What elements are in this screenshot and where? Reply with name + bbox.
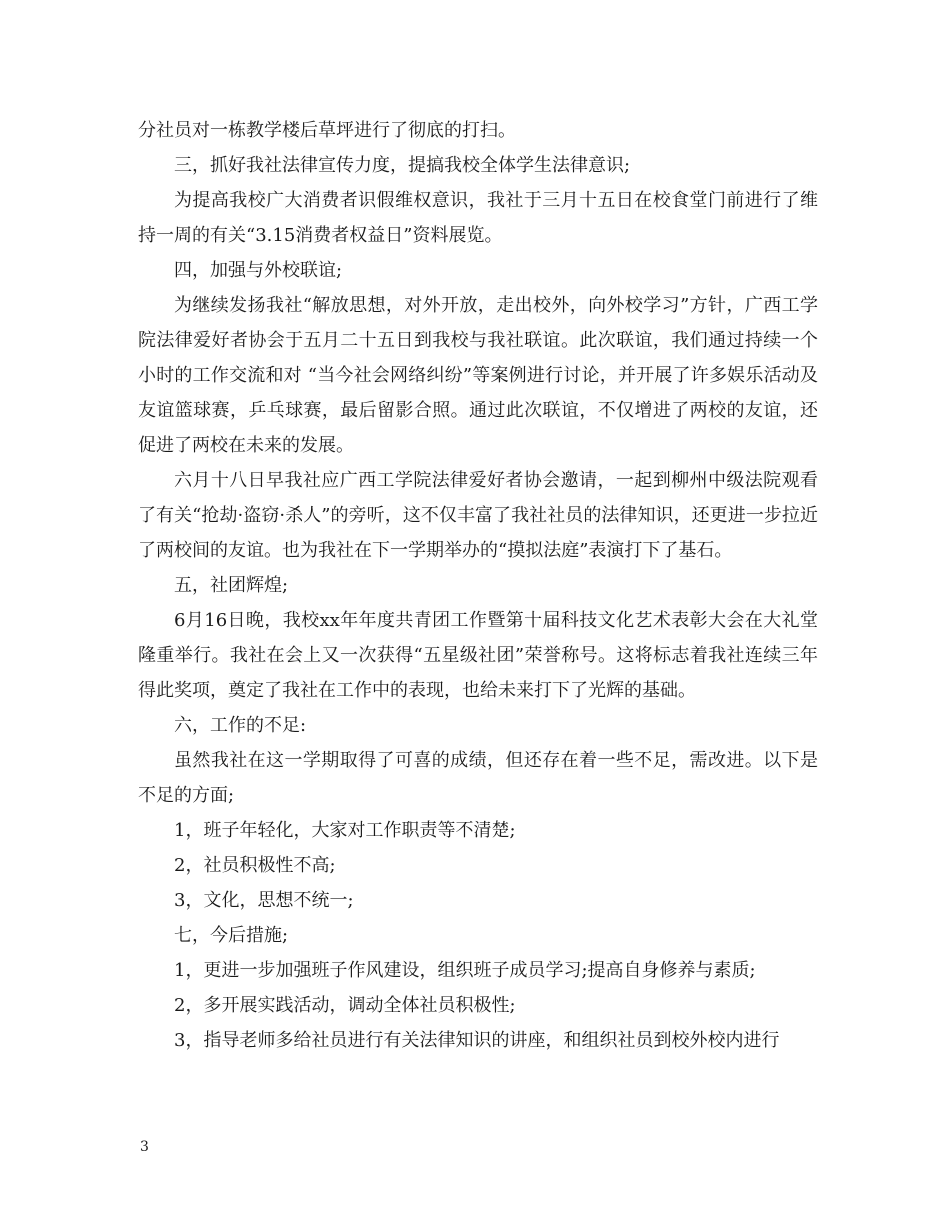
paragraph-2: 三，抓好我社法律宣传力度，提搞我校全体学生法律意识; <box>174 155 631 176</box>
paragraph-12: 2，社员积极性不高; <box>174 855 336 876</box>
paragraph-17: 3，指导老师多给社员进行有关法律知识的讲座，和组织社员到校外校内进行 <box>174 1030 780 1051</box>
paragraph-13: 3，文化，思想不统一; <box>174 890 354 911</box>
paragraph-1: 分社员对一栋教学楼后草坪进行了彻底的打扫。 <box>138 120 516 141</box>
paragraph-15: 1，更进一步加强班子作风建设，组织班子成员学习;提高自身修养与素质; <box>174 960 756 981</box>
paragraph-16: 2，多开展实践活动，调动全体社员积极性; <box>174 995 516 1016</box>
paragraph-7: 五，社团辉煌; <box>174 575 289 596</box>
paragraph-14: 七，今后措施; <box>174 925 289 946</box>
paragraph-11: 1，班子年轻化，大家对工作职责等不清楚; <box>174 820 516 841</box>
paragraph-10: 虽然我社在这一学期取得了可喜的成绩，但还存在着一些不足，需改进。以下是不足的方面; <box>138 750 818 806</box>
paragraph-5: 为继续发扬我社“解放思想，对外开放，走出校外，向外校学习”方针，广西工学院法律爱好者协会于五月二十五日到我校与我社联谊。此次联谊，我们通过持续一个小时的工作交流和对 “当今社会网络纠纷”等案例进行讨论，并开展了许多娱乐活动及友谊篮球赛，乒乓球赛，最后留影合照。通过此次联谊，不仅增进了两校的友谊，还促进了两校在未来的发展。 <box>138 295 818 456</box>
page-number: 3 <box>140 1139 149 1155</box>
paragraph-8: 6月16日晚，我校xx年年度共青团工作暨第十届科技文化艺术表彰大会在大礼堂隆重举行。我社在会上又一次获得“五星级社团”荣誉称号。这将标志着我社连续三年得此奖项，奠定了我社在工作中的表现，也给未来打下了光辉的基础。 <box>138 610 818 701</box>
paragraph-3: 为提高我校广大消费者识假维权意识，我社于三月十五日在校食堂门前进行了维持一周的有关“3.15消费者权益日”资料展览。 <box>138 190 818 246</box>
document-body <box>138 113 818 1058</box>
paragraph-9: 六，工作的不足: <box>174 715 307 736</box>
paragraph-4: 四，加强与外校联谊; <box>174 260 343 281</box>
paragraph-6: 六月十八日早我社应广西工学院法律爱好者协会邀请，一起到柳州中级法院观看了有关“抢劫·盗窃·杀人”的旁听，这不仅丰富了我社社员的法律知识，还更进一步拉近了两校间的友谊。也为我社在下一学期举办的“摸拟法庭”表演打下了基石。 <box>138 470 818 561</box>
